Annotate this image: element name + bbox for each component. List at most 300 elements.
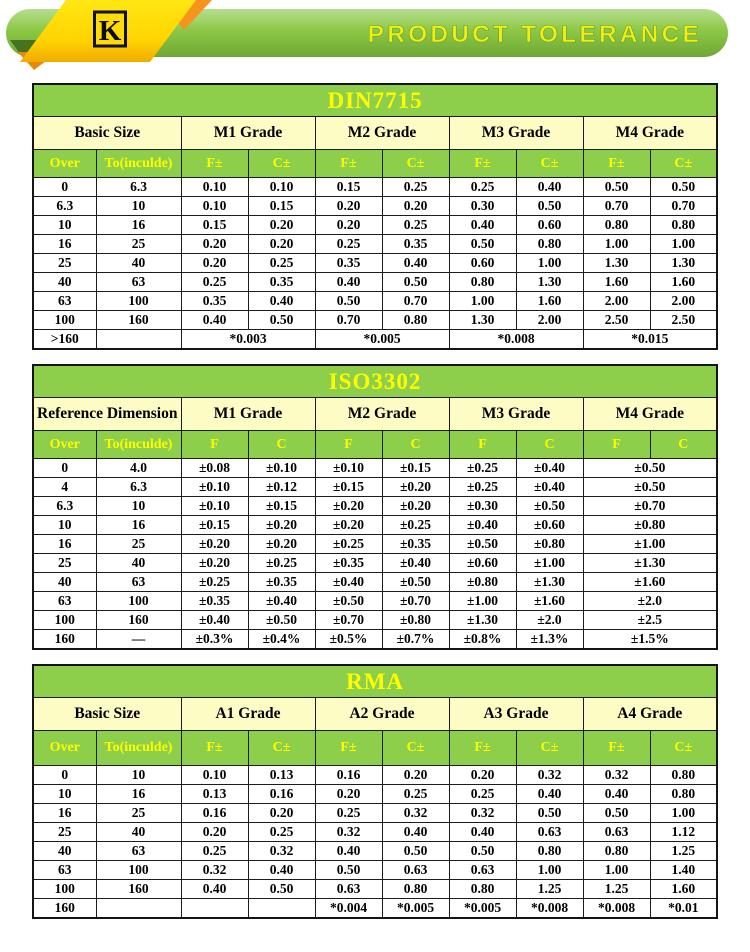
banner-title: PRODUCT TOLERANCE (367, 21, 702, 48)
table-cell: 25 (96, 235, 181, 254)
sub-header: C (516, 431, 583, 459)
table-cell: 0.25 (382, 785, 449, 804)
table-cell: 0.40 (315, 273, 382, 292)
table-cell: 63 (96, 842, 181, 861)
table-cell: 1.60 (516, 292, 583, 311)
sub-header-row (33, 150, 717, 178)
table-cell: *0.003 (181, 330, 315, 350)
table-cell: 40 (96, 254, 181, 273)
table-cell: 0.70 (650, 197, 717, 216)
table-cell: 100 (96, 292, 181, 311)
table-row (33, 497, 717, 516)
table-cell: 0.10 (248, 178, 315, 197)
table-cell (96, 899, 181, 919)
table-cell: ±1.30 (583, 554, 717, 573)
sub-header-row (33, 731, 717, 766)
table-cell: *0.005 (315, 330, 449, 350)
table-cell: *0.015 (583, 330, 717, 350)
sub-header: To(inculde) (96, 731, 181, 766)
table-cell: 2.00 (516, 311, 583, 330)
sub-header: F (583, 431, 650, 459)
table-cell: 4 (33, 478, 96, 497)
table-cell: 0.32 (382, 804, 449, 823)
grade-header: A4 Grade (583, 698, 717, 731)
sub-header: C± (248, 150, 315, 178)
table-cell: 1.00 (650, 235, 717, 254)
table-cell: 0.80 (382, 880, 449, 899)
table-cell: ±0.50 (382, 573, 449, 592)
table-row (33, 880, 717, 899)
table-cell (96, 330, 181, 350)
table-cell: 63 (33, 292, 96, 311)
table-cell: 1.00 (583, 861, 650, 880)
table-row (33, 785, 717, 804)
sub-header: F± (583, 150, 650, 178)
table-body (33, 459, 717, 650)
table-cell: 0.25 (382, 216, 449, 235)
table-cell: 0.25 (449, 785, 516, 804)
grade-header: M1 Grade (181, 398, 315, 431)
table-cell: 1.25 (650, 842, 717, 861)
table-cell: 16 (33, 535, 96, 554)
table-row (33, 554, 717, 573)
table-cell: ±0.40 (449, 516, 516, 535)
sub-header: F± (315, 150, 382, 178)
table-cell: 0.10 (181, 197, 248, 216)
sub-header: C± (516, 731, 583, 766)
table-cell: 0.20 (248, 235, 315, 254)
table-cell: ±1.30 (516, 573, 583, 592)
table-cell: 0.50 (248, 880, 315, 899)
table-cell: 0.40 (181, 880, 248, 899)
table-cell: 1.30 (449, 311, 516, 330)
sub-header: C (248, 431, 315, 459)
grade-header: M4 Grade (583, 398, 717, 431)
table-cell: ±0.40 (181, 611, 248, 630)
table-cell: 40 (33, 273, 96, 292)
dimension-header: Basic Size (33, 698, 181, 731)
table-cell: 0.32 (516, 766, 583, 785)
table-cell: 0.32 (181, 861, 248, 880)
table-cell: 0.15 (181, 216, 248, 235)
table-cell: >160 (33, 330, 96, 350)
table-cell: 2.50 (650, 311, 717, 330)
table-cell: ±1.00 (516, 554, 583, 573)
table-cell: ±0.15 (382, 459, 449, 478)
sub-header: Over (33, 731, 96, 766)
table-row (33, 823, 717, 842)
table-cell: 0.20 (382, 197, 449, 216)
table-cell: 100 (96, 592, 181, 611)
table-row (33, 535, 717, 554)
table-cell: ±0.7% (382, 630, 449, 650)
table-cell: 0.25 (449, 178, 516, 197)
table-cell: 2.00 (650, 292, 717, 311)
table-cell: 25 (33, 254, 96, 273)
table-row (33, 573, 717, 592)
grade-header-row (33, 398, 717, 431)
table-cell: ±0.20 (315, 516, 382, 535)
table-cell: 63 (33, 592, 96, 611)
table-cell: ±0.60 (516, 516, 583, 535)
table-cell: 0.80 (516, 235, 583, 254)
table-cell: ±0.20 (382, 497, 449, 516)
table-cell: 160 (96, 311, 181, 330)
sub-header: C (650, 431, 717, 459)
table-cell: 0.25 (248, 254, 315, 273)
table-cell: 10 (33, 785, 96, 804)
table-cell: ±0.25 (181, 573, 248, 592)
table-cell: 0.16 (248, 785, 315, 804)
table-cell: 0.16 (181, 804, 248, 823)
table-cell: ±0.25 (449, 459, 516, 478)
grade-header: A1 Grade (181, 698, 315, 731)
logo-letter: K (98, 15, 122, 47)
table-cell: 0.25 (181, 273, 248, 292)
table-cell: 0.20 (181, 254, 248, 273)
table-cell: 0.25 (382, 178, 449, 197)
table-cell: ±0.25 (382, 516, 449, 535)
table-cell: 0.40 (516, 178, 583, 197)
table-cell: ±0.25 (315, 535, 382, 554)
table-cell: ±2.0 (583, 592, 717, 611)
table-cell: 25 (33, 823, 96, 842)
table-cell: 0.50 (382, 273, 449, 292)
table-cell: ±0.20 (315, 497, 382, 516)
table-cell: ±0.10 (315, 459, 382, 478)
table-cell: 0.80 (516, 842, 583, 861)
table-cell: 40 (33, 842, 96, 861)
table-cell: ±0.70 (382, 592, 449, 611)
sub-header: F± (449, 150, 516, 178)
table-cell: 0.50 (516, 804, 583, 823)
table-cell: 0.20 (315, 216, 382, 235)
table-cell: 0.20 (449, 766, 516, 785)
table-cell: ±0.15 (181, 516, 248, 535)
table-row (33, 592, 717, 611)
table-cell: 0.50 (248, 311, 315, 330)
sub-header: To(inculde) (96, 431, 181, 459)
table-cell: 1.60 (583, 273, 650, 292)
table-cell: 100 (33, 880, 96, 899)
table-cell: 25 (96, 804, 181, 823)
sub-header: F± (315, 731, 382, 766)
table-title: RMA (33, 665, 717, 698)
table-cell: *0.004 (315, 899, 382, 919)
table-cell: 6.3 (33, 197, 96, 216)
table-cell (248, 899, 315, 919)
table-cell: 1.60 (650, 880, 717, 899)
table-cell: 0.20 (315, 197, 382, 216)
sub-header: Over (33, 431, 96, 459)
table-cell: 1.00 (583, 235, 650, 254)
table-cell: 100 (33, 311, 96, 330)
table-cell: ±0.80 (449, 573, 516, 592)
table-cell: ±0.40 (315, 573, 382, 592)
grade-header: M1 Grade (181, 117, 315, 150)
table-cell: 16 (33, 235, 96, 254)
table-cell: 10 (33, 516, 96, 535)
table-cell: ±0.70 (583, 497, 717, 516)
table-cell: ±0.10 (181, 478, 248, 497)
sub-header: C± (650, 150, 717, 178)
table-cell: 0.80 (382, 311, 449, 330)
table-cell: ±0.25 (449, 478, 516, 497)
table-cell: 25 (33, 554, 96, 573)
table-cell: ±1.60 (583, 573, 717, 592)
table-cell: 0.25 (315, 804, 382, 823)
table-cell: 0.40 (248, 292, 315, 311)
table-cell: 1.00 (650, 804, 717, 823)
table-cell: 0.20 (315, 785, 382, 804)
table-title: ISO3302 (33, 365, 717, 398)
table-cell: 10 (96, 197, 181, 216)
table-cell: 0.35 (315, 254, 382, 273)
table-cell: ±0.60 (449, 554, 516, 573)
table-cell: ±0.3% (181, 630, 248, 650)
table-cell: 0.70 (382, 292, 449, 311)
table-cell: 0.13 (248, 766, 315, 785)
table-cell: *0.01 (650, 899, 717, 919)
table-cell: 16 (33, 804, 96, 823)
table-row (33, 611, 717, 630)
table-cell: ±0.8% (449, 630, 516, 650)
table-cell: 0 (33, 459, 96, 478)
table-row (33, 630, 717, 650)
table-cell: ±0.50 (248, 611, 315, 630)
table-row (33, 254, 717, 273)
table-cell: 0.10 (181, 178, 248, 197)
table-cell: — (96, 630, 181, 650)
table-cell: 0.40 (248, 861, 315, 880)
table-cell: 2.00 (583, 292, 650, 311)
sub-header: C± (382, 731, 449, 766)
grade-header: M2 Grade (315, 117, 449, 150)
table-cell: 0.63 (449, 861, 516, 880)
table-cell: 63 (96, 573, 181, 592)
sub-header: F± (181, 150, 248, 178)
table-cell: 1.25 (516, 880, 583, 899)
table-cell: ±0.40 (382, 554, 449, 573)
table-cell: 0.80 (583, 842, 650, 861)
table-cell: 6.3 (96, 178, 181, 197)
table-row (33, 178, 717, 197)
table-cell: ±0.50 (449, 535, 516, 554)
dimension-header: Basic Size (33, 117, 181, 150)
table-cell: 1.60 (650, 273, 717, 292)
table-cell: *0.008 (516, 899, 583, 919)
table-cell: ±0.80 (516, 535, 583, 554)
page-header-banner (0, 0, 750, 72)
table-row (33, 478, 717, 497)
table-cell: 10 (33, 216, 96, 235)
table-cell: ±0.15 (315, 478, 382, 497)
table-cell: 25 (96, 535, 181, 554)
table-cell: ±0.40 (248, 592, 315, 611)
table-cell: 16 (96, 516, 181, 535)
sub-header: F± (449, 731, 516, 766)
sub-header: Over (33, 150, 96, 178)
table-row (33, 235, 717, 254)
sub-header: C (382, 431, 449, 459)
table-cell: ±0.20 (181, 554, 248, 573)
table-cell: 100 (96, 861, 181, 880)
table-cell: ±0.15 (248, 497, 315, 516)
table-cell: 0.40 (516, 785, 583, 804)
table-cell: 0 (33, 178, 96, 197)
table-cell: 1.40 (650, 861, 717, 880)
table-cell: ±0.70 (315, 611, 382, 630)
table-cell: ±0.40 (516, 459, 583, 478)
table-cell: 1.30 (650, 254, 717, 273)
table-cell: 0.63 (516, 823, 583, 842)
table-cell: ±0.4% (248, 630, 315, 650)
table-cell: 0.50 (382, 842, 449, 861)
grade-header: M3 Grade (449, 117, 583, 150)
table-cell: ±0.20 (248, 535, 315, 554)
table-cell: 0.25 (315, 235, 382, 254)
table-cell: ±1.00 (583, 535, 717, 554)
table-cell: ±0.25 (248, 554, 315, 573)
table-cell: 0.10 (181, 766, 248, 785)
table-cell: 0.20 (181, 823, 248, 842)
table-title-row (33, 84, 717, 117)
sub-header: F± (583, 731, 650, 766)
table-cell: 63 (96, 273, 181, 292)
table-cell: ±0.12 (248, 478, 315, 497)
table-cell: *0.005 (382, 899, 449, 919)
table-cell: ±0.20 (248, 516, 315, 535)
table-cell: ±0.10 (181, 497, 248, 516)
table-row (33, 273, 717, 292)
table-cell: 0.50 (315, 292, 382, 311)
table-cell: 0.50 (583, 804, 650, 823)
table-cell: 0.35 (382, 235, 449, 254)
table-cell: 2.50 (583, 311, 650, 330)
table-cell: 0.80 (449, 273, 516, 292)
table-cell: 0.20 (248, 804, 315, 823)
table-cell: 0.80 (650, 785, 717, 804)
table-iso3302 (32, 364, 718, 650)
table-cell: 1.30 (583, 254, 650, 273)
table-cell: 160 (96, 611, 181, 630)
table-cell: 160 (33, 630, 96, 650)
table-cell: 0.80 (650, 216, 717, 235)
table-cell: ±0.40 (516, 478, 583, 497)
table-cell: 0.63 (382, 861, 449, 880)
table-cell: ±0.20 (181, 535, 248, 554)
grade-header: M4 Grade (583, 117, 717, 150)
table-cell (181, 899, 248, 919)
table-cell: 0.50 (516, 197, 583, 216)
table-row (33, 516, 717, 535)
table-cell: 40 (96, 823, 181, 842)
table-row (33, 197, 717, 216)
table-cell: ±0.20 (382, 478, 449, 497)
dimension-header: Reference Dimension (33, 398, 181, 431)
table-row (33, 216, 717, 235)
table-cell: 0.25 (248, 823, 315, 842)
sub-header: C± (382, 150, 449, 178)
table-row (33, 861, 717, 880)
table-din7715 (32, 83, 718, 350)
table-cell: 0.32 (315, 823, 382, 842)
table-row (33, 842, 717, 861)
table-cell: 0.70 (315, 311, 382, 330)
table-cell: ±0.5% (315, 630, 382, 650)
grade-header: M2 Grade (315, 398, 449, 431)
table-cell: 0.60 (449, 254, 516, 273)
table-cell: 0 (33, 766, 96, 785)
table-cell: 0.70 (583, 197, 650, 216)
table-cell: 4.0 (96, 459, 181, 478)
table-cell: 0.40 (449, 216, 516, 235)
sub-header-row (33, 431, 717, 459)
table-cell: ±1.00 (449, 592, 516, 611)
table-cell: 0.32 (248, 842, 315, 861)
table-cell: 0.50 (449, 842, 516, 861)
table-cell: 40 (33, 573, 96, 592)
table-cell: *0.008 (583, 899, 650, 919)
table-cell: ±1.5% (583, 630, 717, 650)
table-cell: 40 (96, 554, 181, 573)
table-cell: 0.50 (650, 178, 717, 197)
table-cell: 0.40 (382, 254, 449, 273)
table-title-row (33, 365, 717, 398)
table-cell: 10 (96, 766, 181, 785)
sub-header: F (181, 431, 248, 459)
table-cell: 0.60 (516, 216, 583, 235)
table-cell: 10 (96, 497, 181, 516)
grade-header: M3 Grade (449, 398, 583, 431)
table-cell: ±2.5 (583, 611, 717, 630)
table-cell: *0.008 (449, 330, 583, 350)
table-body (33, 178, 717, 350)
table-cell: 0.40 (583, 785, 650, 804)
table-cell: 0.80 (650, 766, 717, 785)
table-cell: *0.005 (449, 899, 516, 919)
table-title: DIN7715 (33, 84, 717, 117)
table-cell: 0.20 (181, 235, 248, 254)
table-cell: 16 (96, 785, 181, 804)
table-cell: 0.25 (181, 842, 248, 861)
sub-header: C± (650, 731, 717, 766)
table-cell: ±0.35 (315, 554, 382, 573)
table-cell: 0.40 (315, 842, 382, 861)
table-cell: 63 (33, 861, 96, 880)
table-row (33, 459, 717, 478)
table-cell: ±0.50 (583, 478, 717, 497)
grade-header: A2 Grade (315, 698, 449, 731)
sub-header: F± (181, 731, 248, 766)
table-cell: 1.12 (650, 823, 717, 842)
table-cell: 0.35 (248, 273, 315, 292)
table-cell: 0.50 (449, 235, 516, 254)
table-cell: ±0.80 (583, 516, 717, 535)
table-cell: 0.13 (181, 785, 248, 804)
table-cell: ±0.50 (583, 459, 717, 478)
table-cell: 0.50 (583, 178, 650, 197)
table-cell: 6.3 (96, 478, 181, 497)
table-cell: 0.63 (583, 823, 650, 842)
table-cell: 0.40 (181, 311, 248, 330)
sub-header: C± (516, 150, 583, 178)
sub-header: C± (248, 731, 315, 766)
table-cell: ±1.3% (516, 630, 583, 650)
banner-graphic (0, 0, 750, 72)
table-cell: 160 (33, 899, 96, 919)
table-cell: ±1.60 (516, 592, 583, 611)
